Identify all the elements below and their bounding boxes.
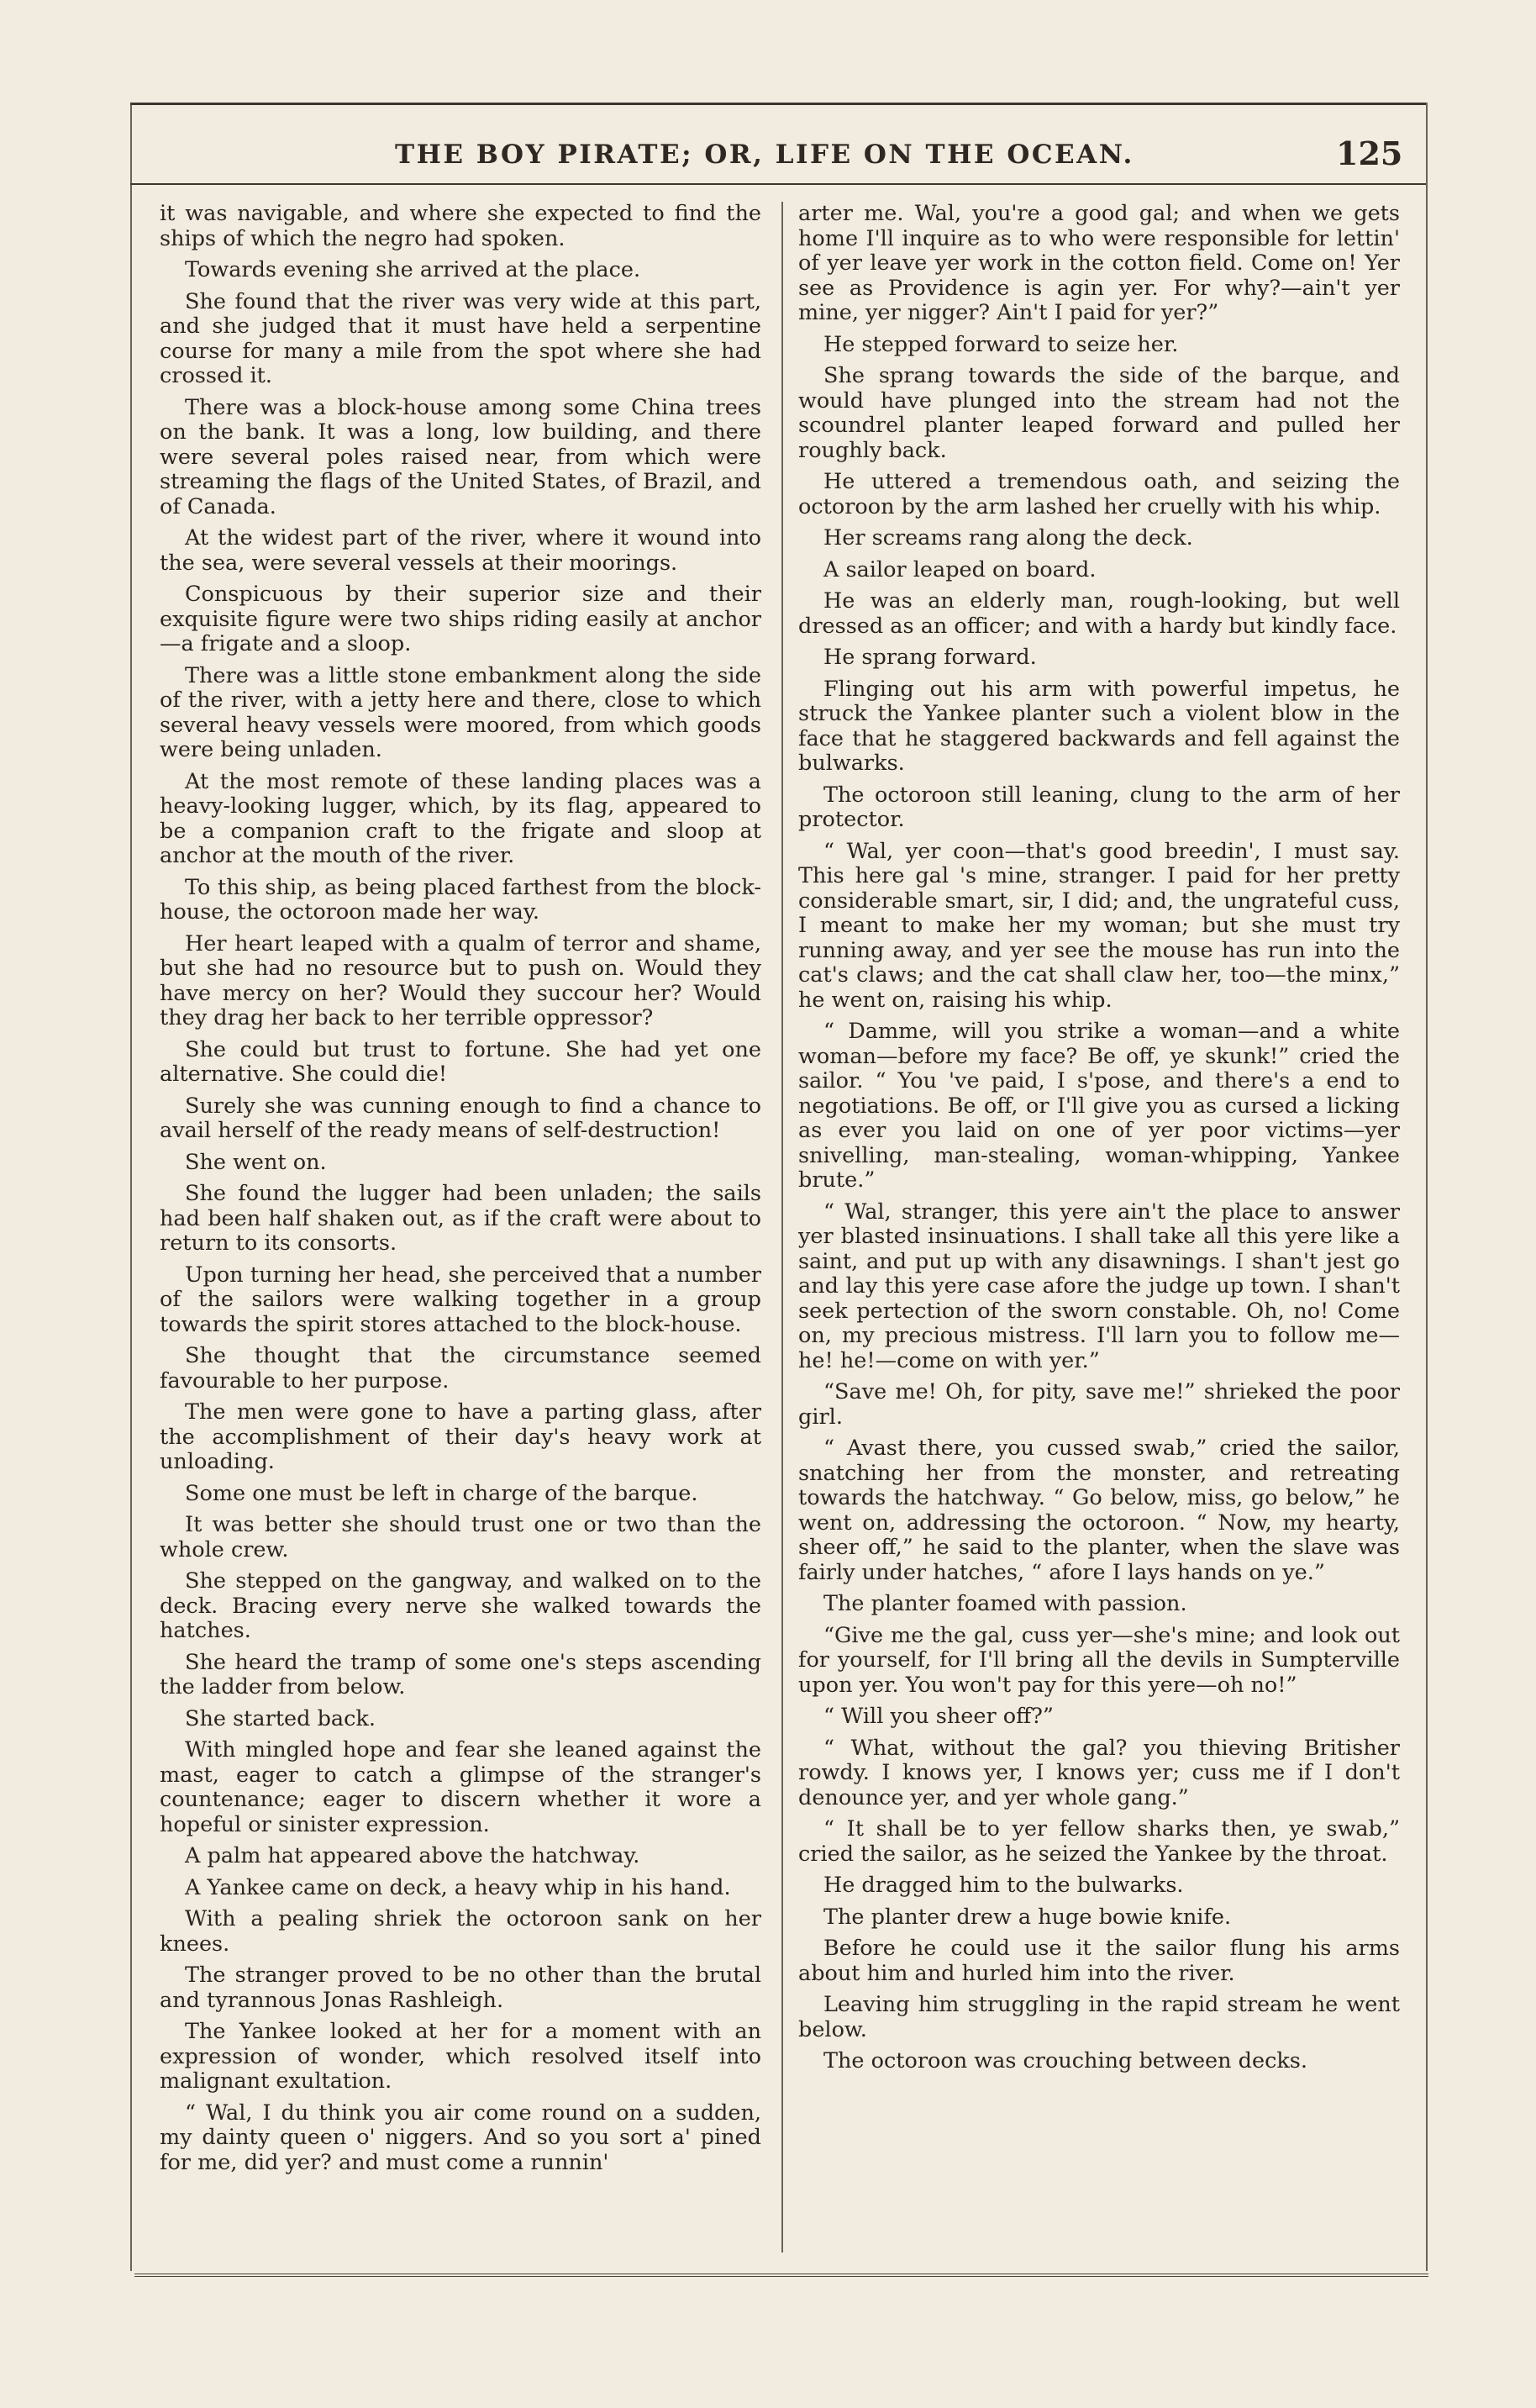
column-divider — [781, 202, 783, 2253]
paragraph: The Yankee looked at her for a moment with an expression of wonder, which resolved itself into malignant exultation. — [160, 2019, 761, 2094]
paragraph: The planter drew a huge bowie knife. — [823, 1904, 1232, 1930]
paragraph: Towards evening she arrived at the place. — [185, 257, 641, 282]
paragraph: “ Avast there, you cussed swab,” cried the sailor, snatching her from the monster, and retreating towards the hatchway. “ Go below, miss, go below,” he went on, addressing the octoroon. “ Now, my hearty, sheer off,” he said to the planter, when the slave was fairly under hatches, “ afore I lays hands on ye.” — [798, 1436, 1400, 1585]
paragraph: “ Wal, yer coon—that's good breedin', I must say. This here gal 's mine, stranger. I paid for her pretty considerable smart, sir, I did; and, the ungrateful cuss, I meant to make her my woman; but she must try running away, and yer see the mouse has run into the cat's claws; and the cat shall claw her, too—the minx,” he went on, raising his whip. — [798, 838, 1400, 1013]
paragraph: “ Wal, stranger, this yere ain't the place to answer yer blasted insinuations. I shall take all this yere like a saint, and put up with any disawnings. I shan't jest go and lay this yere case afore the judge up town. I shan't seek pertection of the sworn constable. Oh, no! Come on, my precious mistress. I'll larn you to follow me—he! he!—come on with yer.” — [798, 1199, 1400, 1373]
paragraph: Her heart leaped with a qualm of terror and shame, but she had no resource but to push on. Would they have mercy on her? Would they succour her? Would they drag her back to her terrible oppressor? — [160, 930, 761, 1030]
paragraph: At the most remote of these landing places was a heavy-looking lugger, which, by its flag, appeared to be a companion craft to the frigate and sloop at anchor at the mouth of the river. — [160, 768, 761, 868]
paragraph: At the widest part of the river, where it wound into the sea, were several vessels at their moorings. — [160, 525, 761, 576]
paragraph: She found the lugger had been unladen; the sails had been half shaken out, as if the craft were about to return to its consorts. — [160, 1181, 761, 1256]
paragraph: “ Damme, will you strike a woman—and a white woman—before my face? Be off, ye skunk!” cried the sailor. “ You 've paid, I s'pose, and there's a end to negotiations. Be off, or I'll give you as cursed a licking as ever you laid on one of yer poor victims—yer snivelling, man-stealing, woman-whipping, Yankee brute.” — [798, 1019, 1400, 1193]
paragraph: He stepped forward to seize her. — [823, 331, 1179, 357]
paragraph: She stepped on the gangway, and walked on to the deck. Bracing every nerve she walked towards the hatches. — [160, 1568, 761, 1643]
paragraph: The octoroon was crouching between decks. — [823, 2048, 1308, 2073]
paragraph: She could but trust to fortune. She had yet one alternative. She could die! — [160, 1036, 761, 1087]
header-rule — [130, 183, 1426, 185]
running-title: THE BOY PIRATE; OR, LIFE ON THE OCEAN. — [395, 140, 1134, 170]
paragraph: “ Wal, I du think you air come round on a sudden, my dainty queen o' niggers. And so you sort a' pined for me, did yer? and must come a runnin' — [160, 2100, 761, 2175]
paragraph: With a pealing shriek the octoroon sank on her knees. — [160, 1906, 761, 1957]
paragraph: There was a little stone embankment along the side of the river, with a jetty here and there, close to which several heavy vessels were moored, from which goods were being unladen. — [160, 662, 761, 762]
paragraph: With mingled hope and fear she leaned against the mast, eager to catch a glimpse of the stranger's countenance; eager to discern whether it wore a hopeful or sinister expression. — [160, 1737, 761, 1837]
paragraph: She started back. — [185, 1705, 376, 1731]
paragraph: The planter foamed with passion. — [823, 1591, 1187, 1616]
paragraph: Flinging out his arm with powerful impetus, he struck the Yankee planter such a violent blow in the face that he staggered backwards and fell against the bulwarks. — [798, 676, 1400, 776]
paragraph: Conspicuous by their superior size and their exquisite figure were two ships riding easily at anchor—a frigate and a sloop. — [160, 582, 761, 656]
paragraph: She thought that the circumstance seemed favourable to her purpose. — [160, 1343, 761, 1394]
paragraph: arter me. Wal, you're a good gal; and when we gets home I'll inquire as to who were responsible for lettin' of yer leave yer work in the cotton field. Come on! Yer see as Providence is agin yer. For why?—ain't yer mine, yer nigger? Ain't I paid for yer?” — [798, 201, 1400, 325]
paragraph: She found that the river was very wide at this part, and she judged that it must have held a serpentine course for many a mile from the spot where she had crossed it. — [160, 288, 761, 388]
paragraph: She went on. — [185, 1149, 327, 1175]
paragraph: it was navigable, and where she expected to find the ships of which the negro had spoken. — [160, 201, 761, 251]
paragraph: Before he could use it the sailor flung his arms about him and hurled him into the river. — [798, 1936, 1400, 1986]
paragraph: The men were gone to have a parting glass, after the accomplishment of their day's heavy work at unloading. — [160, 1399, 761, 1474]
paragraph: “ Will you sheer off?” — [823, 1704, 1054, 1729]
paragraph: To this ship, as being placed farthest from the block-house, the octoroon made her way. — [160, 874, 761, 925]
paragraph: “ What, without the gal? you thieving Britisher rowdy. I knows yer, I knows yer; cuss me if I don't denounce yer, and yer whole gang.” — [798, 1735, 1400, 1810]
paragraph: A sailor leaped on board. — [823, 556, 1097, 582]
paragraph: Surely she was cunning enough to find a chance to avail herself of the ready means of self-destruction! — [160, 1093, 761, 1143]
paragraph: “Give me the gal, cuss yer—she's mine; and look out for yourself, for I'll bring all the devils in Sumpterville upon yer. You won't pay for this yere—oh no!” — [798, 1622, 1400, 1698]
paragraph: “Save me! Oh, for pity, save me!” shrieked the poor girl. — [798, 1379, 1400, 1430]
paragraph: He dragged him to the bulwarks. — [823, 1873, 1184, 1898]
paragraph: He sprang forward. — [823, 645, 1037, 670]
paragraph: He uttered a tremendous oath, and seizing the octoroon by the arm lashed her cruelly with his whip. — [798, 469, 1400, 519]
paragraph: Leaving him struggling in the rapid stream he went below. — [798, 1992, 1400, 2042]
bottom-rule — [134, 2274, 1428, 2277]
paragraph: He was an elderly man, rough-looking, but well dressed as an officer; and with a hardy but kindly face. — [798, 588, 1400, 639]
paragraph: A palm hat appeared above the hatchway. — [185, 1843, 640, 1868]
top-rule — [130, 103, 1426, 105]
page-number: 125 — [1336, 134, 1403, 172]
paragraph: The stranger proved to be no other than the brutal and tyrannous Jonas Rashleigh. — [160, 1963, 761, 2013]
paragraph: She heard the tramp of some one's steps ascending the ladder from below. — [160, 1649, 761, 1699]
paragraph: There was a block-house among some China trees on the bank. It was a long, low building, and there were several poles raised near, from which were streaming the flags of the United States, of Brazil, and of Canada. — [160, 394, 761, 519]
right-column — [798, 202, 1400, 2081]
left-column — [160, 202, 761, 2182]
paragraph: She sprang towards the side of the barque, and would have plunged into the stream had not the scoundrel planter leaped forward and pulled her roughly back. — [798, 363, 1400, 463]
paragraph: It was better she should trust one or two than the whole crew. — [160, 1512, 761, 1562]
paragraph: Upon turning her head, she perceived that a number of the sailors were walking together in a group towards the spirit stores attached to the block-house. — [160, 1262, 761, 1337]
paragraph: Her screams rang along the deck. — [823, 525, 1193, 551]
paragraph: A Yankee came on deck, a heavy whip in his hand. — [185, 1874, 731, 1900]
paragraph: “ It shall be to yer fellow sharks then, ye swab,” cried the sailor, as he seized the Yankee by the throat. — [798, 1816, 1400, 1867]
paragraph: Some one must be left in charge of the barque. — [185, 1480, 698, 1506]
paragraph: The octoroon still leaning, clung to the arm of her protector. — [798, 782, 1400, 832]
